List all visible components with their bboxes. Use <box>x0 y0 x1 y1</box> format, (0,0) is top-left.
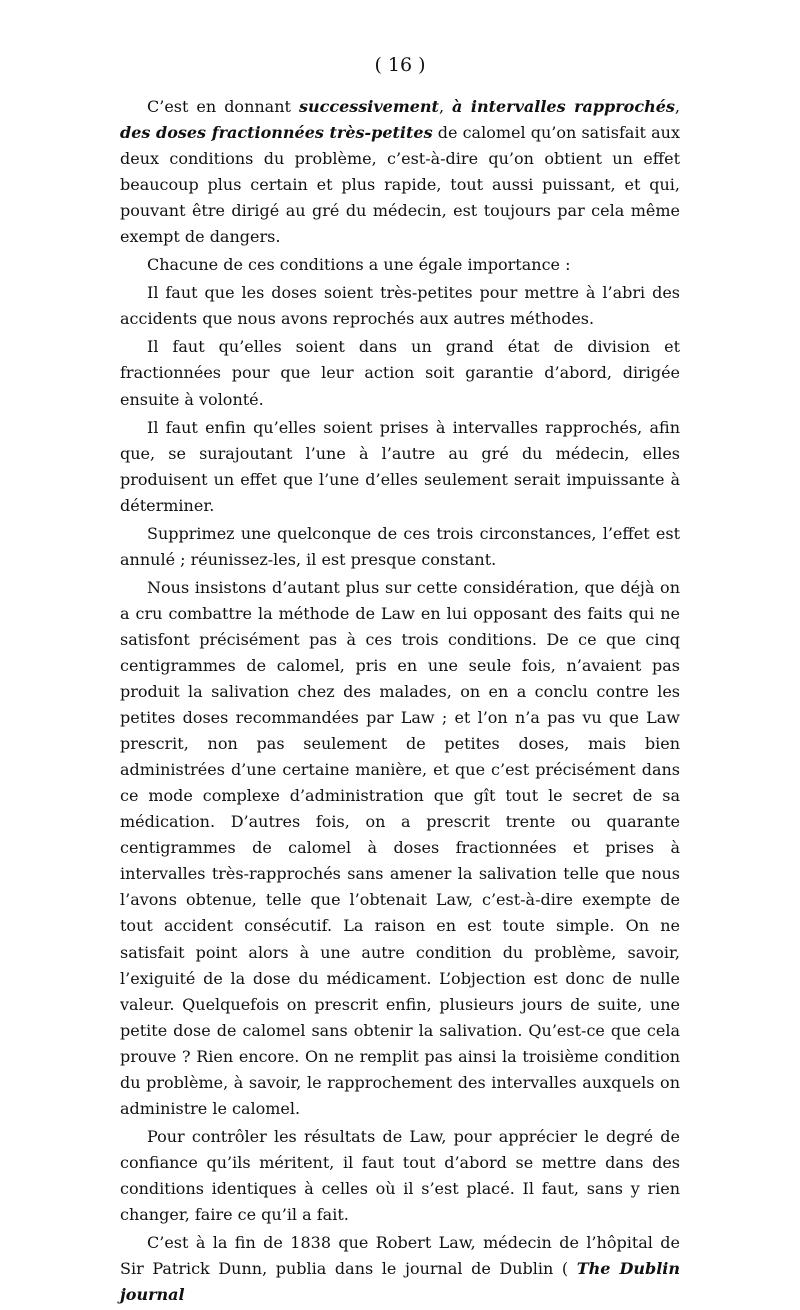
page-number: ( 16 ) <box>374 54 426 76</box>
text-run: , <box>438 97 453 116</box>
text-run: Supprimez une quelconque de ces trois circonstances, l’effet est annulé ; réunissez-les, il est presque constant. <box>120 523 680 569</box>
emphasized-text: des doses fractionnées très-petites <box>120 123 433 143</box>
text-run: Chacune de ces conditions a une égale importance : <box>147 255 571 275</box>
text-run: Pour contrôler les résultats de Law, pour apprécier le degré de confiance qu’ils méritent, il faut tout d’abord se mettre dans des conditions identiques à celles où il s’est placé. Il faut, sans y rien changer, faire ce qu’il a fait. <box>120 1126 680 1224</box>
text-run: Il faut que les doses soient très-petites pour mettre à l’abri des accidents que nous avons reprochés aux autres méthodes. <box>120 283 680 329</box>
paragraph <box>120 415 680 519</box>
text-run: C’est en donnant <box>147 97 299 116</box>
emphasized-text: à intervalles rapprochés <box>452 97 675 116</box>
body-text <box>120 94 680 1310</box>
paragraph <box>120 94 680 250</box>
emphasized-text: successivement <box>298 97 439 116</box>
text-run: C’est à la fin de 1838 que Robert Law, médecin de l’hôpital de Sir Patrick Dunn, publia dans le journal de Dublin ( <box>120 1233 680 1279</box>
paragraph <box>120 1124 680 1228</box>
paragraph <box>120 334 680 412</box>
emphasized-text: The Dublin journal <box>120 1259 680 1305</box>
paragraph <box>120 252 680 278</box>
text-run: de calomel qu’on satisfait aux deux conditions du problème, c’est-à-dire qu’on obtient un effet beaucoup plus certain et plus rapide, tout aussi puissant, et qui, pouvant être dirigé au gré du médecin, est toujours par cela même exempt de dangers. <box>120 123 680 247</box>
paragraph <box>120 575 680 1122</box>
text-run: Nous insistons d’autant plus sur cette considération, que déjà on a cru combattre la méthode de Law en lui opposant des faits qui ne satisfont précisément pas à ces trois conditions. De ce que cinq centigrammes de calomel, pris en une seule fois, n’avaient pas produit la salivation chez des malades, on en a conclu contre les petites doses recommandées par Law ; et l’on n’a pas vu que Law prescrit, non pas seulement de petites doses, mais bien administrées d’une certaine manière, et que c’est précisément dans ce mode complexe d’administration que gît tout le secret de sa médication. D’autres fois, on a prescrit trente ou quarante centigrammes de calomel à doses fractionnées et prises à intervalles très-rapprochés sans amener la salivation telle que nous l’avons obtenue, telle que l’obtenait Law, c’est-à-dire exempte de tout accident consécutif. La raison en est toute simple. On ne satisfait point alors à une autre condition du problème, savoir, l’exiguité de la dose du médicament. L’objection est donc de nulle valeur. Quelquefois on prescrit enfin, plusieurs jours de suite, une petite dose de calomel sans obtenir la salivation. Qu’est-ce que cela prouve ? Rien encore. On ne remplit pas ainsi la troisième condition du problème, à savoir, le rapprochement des intervalles auxquels on administre le calomel. <box>120 577 680 1118</box>
paragraph <box>120 1230 680 1308</box>
paragraph <box>120 521 680 573</box>
text-run: , <box>674 97 680 116</box>
paragraph <box>120 280 680 332</box>
text-run: Il faut enfin qu’elles soient prises à intervalles rapprochés, afin que, se surajoutant l’une à l’autre au gré du médecin, elles produisent un effet que l’une d’elles seulement serait impuissante à déterminer. <box>120 417 680 515</box>
text-run: Il faut qu’elles soient dans un grand état de division et fractionnées pour que leur action soit garantie d’abord, dirigée ensuite à volonté. <box>120 337 680 409</box>
